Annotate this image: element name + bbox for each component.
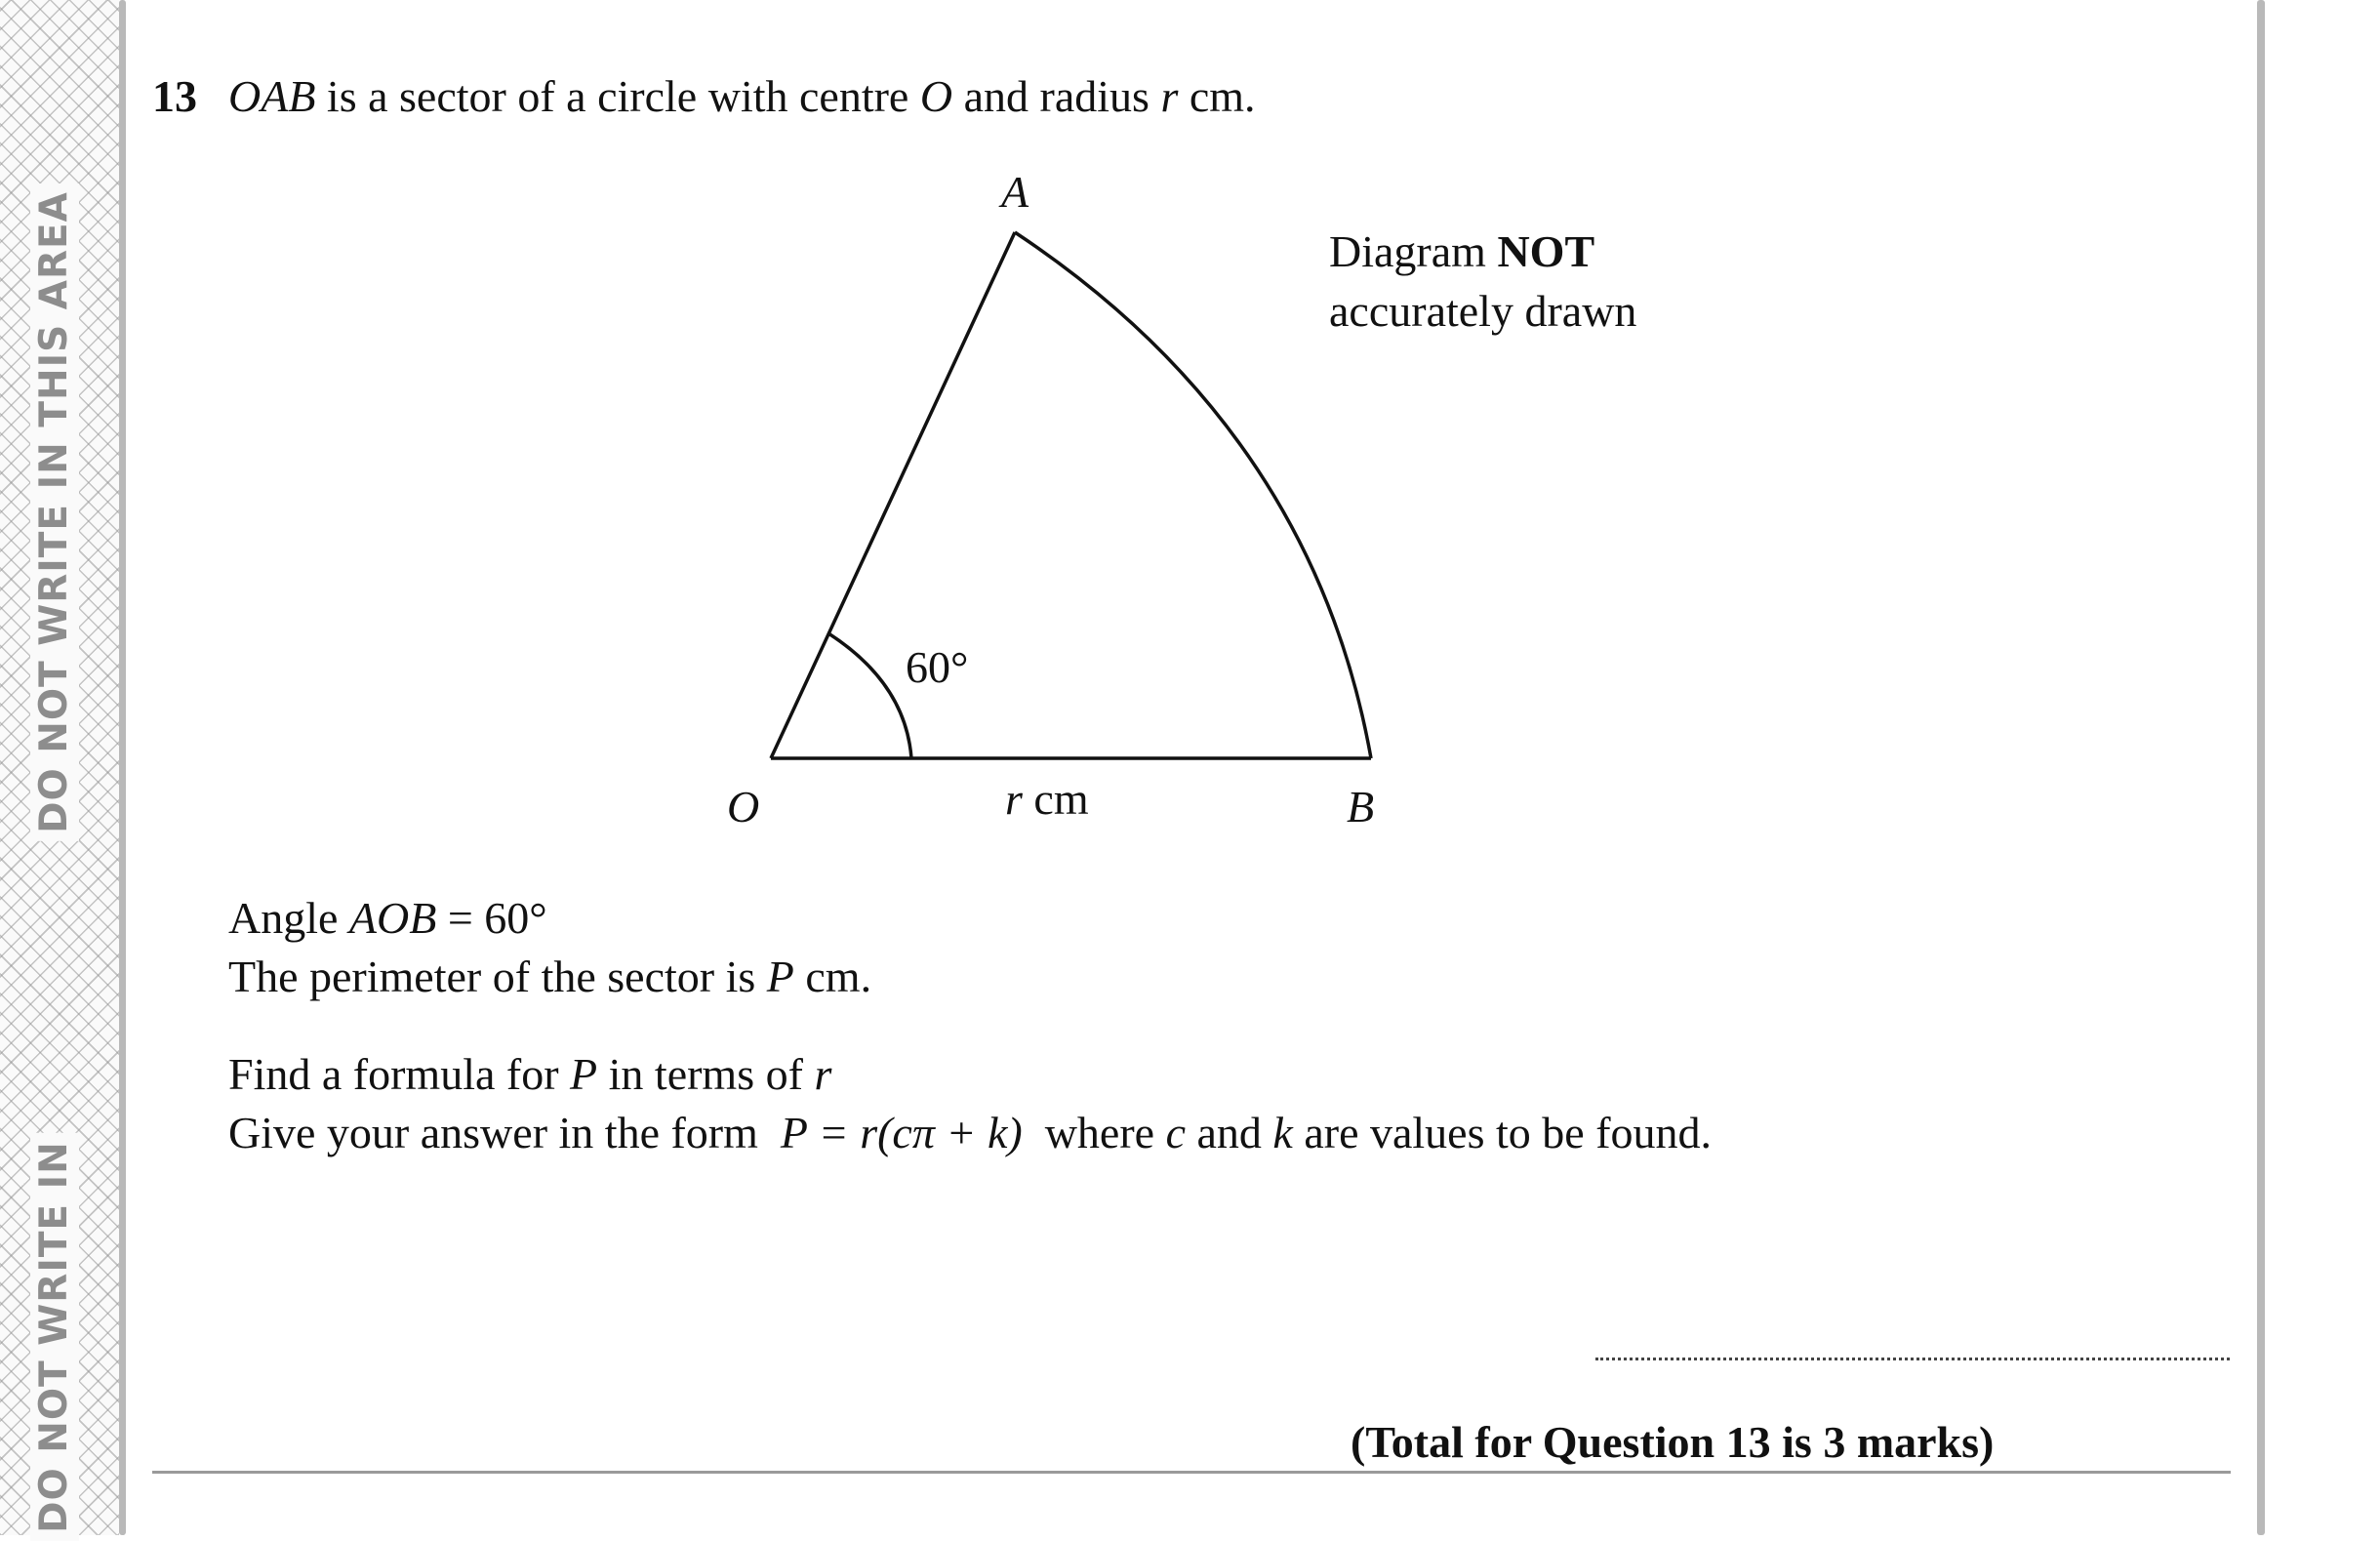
- given-angle: Angle AOB = 60°: [228, 893, 547, 943]
- diagram-note-line2: accurately drawn: [1329, 286, 1637, 336]
- margin-warning-1: DO NOT WRITE IN THIS AREA: [30, 183, 79, 841]
- diagram-note-line1: Diagram NOT: [1329, 226, 1595, 276]
- angle-arc: [828, 633, 911, 758]
- question-number: 13: [152, 71, 197, 121]
- margin-warning-2: DO NOT WRITE IN: [30, 1133, 79, 1541]
- sector-name: OAB: [228, 71, 316, 121]
- question-intro: OAB is a sector of a circle with centre O and radius r cm.: [228, 71, 1256, 121]
- total-marks: (Total for Question 13 is 3 marks): [1351, 1417, 1995, 1467]
- answer-form-formula: P = r(cπ + k): [780, 1108, 1023, 1157]
- arc-ab: [1015, 232, 1371, 758]
- task-line2: Give your answer in the form P = r(cπ + k) where c and k are values to be found.: [228, 1108, 1713, 1157]
- label-vertex-b: B: [1347, 782, 1375, 831]
- bottom-rule: [152, 1471, 2231, 1474]
- radius-var: r: [1160, 71, 1179, 121]
- label-radius: r cm: [1005, 774, 1089, 824]
- label-angle: 60°: [906, 642, 969, 692]
- given-perimeter: The perimeter of the sector is P cm.: [228, 952, 872, 1001]
- centre-var: O: [919, 71, 953, 121]
- label-vertex-a: A: [1001, 167, 1029, 217]
- answer-line[interactable]: [1595, 1358, 2230, 1360]
- radius-oa-line: [771, 232, 1015, 758]
- label-vertex-o: O: [727, 782, 760, 831]
- task-line1: Find a formula for P in terms of r: [228, 1049, 832, 1099]
